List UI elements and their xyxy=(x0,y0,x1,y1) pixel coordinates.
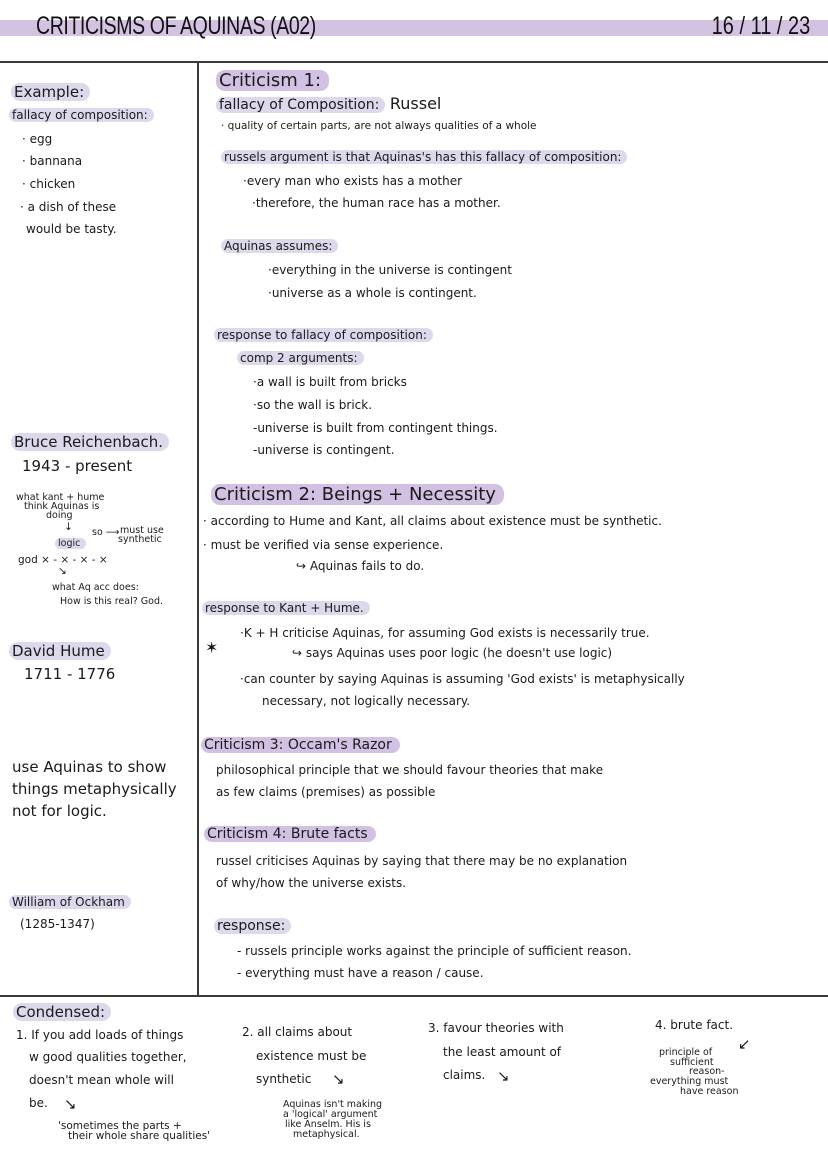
condensed-item-1-note: their whole share qualities' xyxy=(68,1130,211,1142)
condensed-item-4-note: everything must xyxy=(650,1076,729,1087)
hume-dates: 1711 - 1776 xyxy=(24,665,116,683)
condensed-item-1-line: 1. If you add loads of things xyxy=(16,1028,184,1042)
criticism-1-author: Russel xyxy=(389,94,442,113)
criticism-3-line: philosophical principle that we should favour theories that make xyxy=(216,763,604,777)
ockham-name: William of Ockham xyxy=(12,896,131,909)
example-subheading: fallacy of composition: xyxy=(12,109,154,122)
condensed-item-2-note: like Anselm. His is xyxy=(285,1119,371,1130)
response-point: ·K + H criticise Aquinas, for assuming God exists is necessarily true. xyxy=(240,626,650,640)
star-icon: ✶ xyxy=(205,638,219,657)
criticism-3-line: as few claims (premises) as possible xyxy=(216,785,436,799)
response-point: ↪ says Aquinas uses poor logic (he doesn't use logic) xyxy=(292,646,613,660)
condensed-item-2-note: metaphysical. xyxy=(293,1129,360,1140)
condensed-item-3-line: 3. favour theories with xyxy=(428,1021,564,1035)
example-item: · chicken xyxy=(22,177,76,191)
hume-name: David Hume xyxy=(12,643,111,660)
arrow-right-icon: so ⟶ xyxy=(92,527,120,538)
condensed-item-1-note: 'sometimes the parts + xyxy=(58,1120,182,1132)
diagram-god-line: god × - × - × - × xyxy=(18,554,108,566)
criticism-3-heading: Criticism 3: Occam's Razor xyxy=(204,738,400,753)
aquinas-point: ·universe as a whole is contingent. xyxy=(268,286,477,300)
example-item: · bannana xyxy=(22,154,83,168)
condensed-item-2-line: 2. all claims about xyxy=(242,1025,353,1039)
page-title: CRITICISMS OF AQUINAS (A02) xyxy=(36,12,316,40)
aquinas-assumes-heading: Aquinas assumes: xyxy=(224,240,338,253)
criticism-2-point: · according to Hume and Kant, all claims about existence must be synthetic. xyxy=(203,514,662,528)
criticism-4-response-point: - everything must have a reason / cause. xyxy=(237,966,484,980)
compare-point: ·so the wall is brick. xyxy=(253,398,373,412)
condensed-item-1-line: w good qualities together, xyxy=(29,1050,187,1064)
response-kant-hume-heading: response to Kant + Hume. xyxy=(205,602,370,615)
diagram-note: must use xyxy=(120,525,164,536)
criticism-2-point: · must be verified via sense experience. xyxy=(203,538,444,552)
example-item: would be tasty. xyxy=(26,222,117,236)
page-date: 16 / 11 / 23 xyxy=(711,12,810,40)
condensed-item-1-line: doesn't mean whole will xyxy=(29,1073,174,1087)
condensed-item-2-line: synthetic xyxy=(256,1072,312,1086)
arrow-down-right-icon: ↘ xyxy=(64,1095,77,1113)
diagram-note: synthetic xyxy=(118,534,162,545)
condensed-item-2-note: a 'logical' argument xyxy=(283,1109,378,1120)
response-point: necessary, not logically necessary. xyxy=(262,694,471,708)
compare-point: -universe is contingent. xyxy=(253,443,395,457)
example-item: · egg xyxy=(22,132,53,146)
top-divider xyxy=(0,61,828,63)
condensed-item-4-line: 4. brute fact. xyxy=(655,1018,734,1032)
criticism-1-subheading: fallacy of Composition: Russel xyxy=(219,95,441,113)
criticism-1-heading: Criticism 1: xyxy=(219,71,329,91)
diagram-note: what kant + hume xyxy=(16,492,105,503)
condensed-item-3-line: the least amount of xyxy=(443,1045,562,1059)
criticism-1-definition: · quality of certain parts, are not always qualities of a whole xyxy=(221,120,537,132)
russell-point: ·therefore, the human race has a mother. xyxy=(252,196,501,210)
compare-point: ·a wall is built from bricks xyxy=(253,375,407,389)
condensed-item-2-line: existence must be xyxy=(256,1049,367,1063)
response-point: ·can counter by saying Aquinas is assuming 'God exists' is metaphysically xyxy=(240,672,685,686)
condensed-item-2-note: Aquinas isn't making xyxy=(283,1099,383,1110)
criticism-4-line: of why/how the universe exists. xyxy=(216,876,407,890)
column-divider xyxy=(197,62,199,996)
bottom-divider xyxy=(0,995,828,997)
criticism-4-line: russel criticises Aquinas by saying that there may be no explanation xyxy=(216,854,628,868)
criticism-2-heading: Criticism 2: Beings + Necessity xyxy=(214,485,504,505)
condensed-item-4-note: have reason xyxy=(680,1086,739,1097)
arrow-down-icon: ↓ xyxy=(64,521,73,533)
condensed-item-4-note: sufficient xyxy=(670,1057,714,1068)
arrow-down-right-icon: ↘ xyxy=(497,1067,510,1085)
condensed-item-1-line: be. xyxy=(29,1096,48,1110)
criticism-4-response-heading: response: xyxy=(217,919,291,934)
criticism-2-subpoint: ↪ Aquinas fails to do. xyxy=(296,559,425,573)
diagram-logic-label: logic xyxy=(58,539,86,549)
ockham-dates: (1285-1347) xyxy=(20,917,95,931)
russell-point: ·every man who exists has a mother xyxy=(243,174,463,188)
sidebar-note-line: use Aquinas to show xyxy=(12,758,167,776)
criticism-4-heading: Criticism 4: Brute facts xyxy=(207,827,376,842)
sidebar-note-line: not for logic. xyxy=(12,802,107,820)
diagram-note: How is this real? God. xyxy=(60,596,163,607)
reichenbach-dates: 1943 - present xyxy=(22,457,133,475)
condensed-item-4-note: reason- xyxy=(689,1066,725,1077)
arrow-down-right-icon: ↘ xyxy=(58,565,67,577)
condensed-heading: Condensed: xyxy=(16,1004,111,1021)
condensed-item-4-note: principle of xyxy=(659,1047,713,1058)
russell-argument-heading: russels argument is that Aquinas's has this fallacy of composition: xyxy=(224,151,627,164)
compare-heading: comp 2 arguments: xyxy=(240,352,364,365)
condensed-item-3-line: claims. xyxy=(443,1068,486,1082)
criticism-4-response-point: - russels principle works against the principle of sufficient reason. xyxy=(237,944,632,958)
reichenbach-name: Bruce Reichenbach. xyxy=(14,434,169,451)
response-composition-heading: response to fallacy of composition: xyxy=(217,329,433,342)
example-heading: Example: xyxy=(14,84,90,101)
aquinas-point: ·everything in the universe is contingent xyxy=(268,263,512,277)
diagram-note: think Aquinas is xyxy=(24,501,100,512)
diagram-note: what Aq acc does: xyxy=(52,582,139,593)
compare-point: -universe is built from contingent things. xyxy=(253,421,498,435)
sidebar-note-line: things metaphysically xyxy=(12,780,177,798)
example-item: · a dish of these xyxy=(20,200,117,214)
diagram-note: doing xyxy=(46,510,73,521)
arrow-down-right-icon: ↘ xyxy=(332,1070,345,1088)
arrow-down-left-icon: ↙ xyxy=(738,1035,751,1053)
